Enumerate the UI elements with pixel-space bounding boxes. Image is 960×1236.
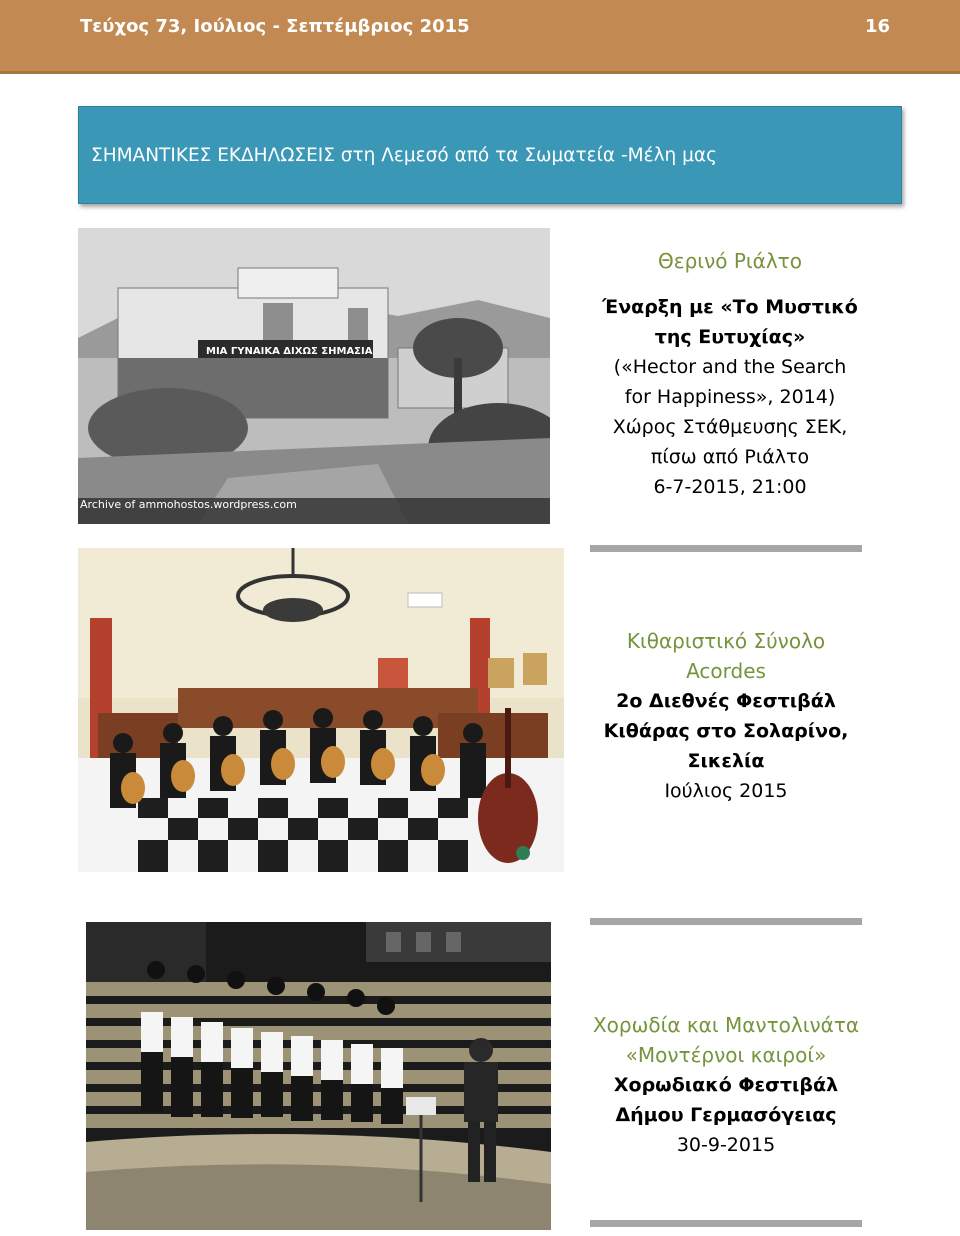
event-date: 6-7-2015, 21:00 [653, 476, 807, 498]
divider [590, 545, 862, 552]
event-heading: Κιθαριστικό Σύνολο [626, 629, 826, 653]
event-title-line: 2ο Διεθνές Φεστιβάλ [616, 690, 836, 712]
section-banner [78, 106, 902, 204]
event-detail-line: Χώρος Στάθμευσης ΣΕΚ, [612, 416, 848, 438]
event-rialto [590, 246, 870, 502]
event-choir [578, 1010, 874, 1160]
event-date: 30-9-2015 [676, 1134, 776, 1156]
divider [590, 918, 862, 925]
page-header [0, 0, 960, 74]
cinema-sign: ΜΙΑ ΓΥΝΑΙΚΑ ΔΙΧΩΣ ΣΗΜΑΣΙΑ [206, 346, 373, 357]
event-acordes [590, 626, 862, 806]
section-title: ΣΗΜΑΝΤΙΚΕΣ ΕΚΔΗΛΩΣΕΙΣ στη Λεμεσό από τα Σωματεία -Μέλη μας [91, 145, 717, 166]
choir-photo [86, 922, 551, 1230]
rialto-photo [78, 228, 550, 524]
event-title-line: Σικελία [687, 750, 765, 772]
event-detail-line: for Happiness», 2014) [624, 386, 836, 408]
event-detail-line: πίσω από Ριάλτο [650, 446, 810, 468]
event-heading: Θερινό Ριάλτο [658, 249, 802, 273]
event-heading: Acordes [686, 659, 766, 683]
photo-credit: Archive of ammohostos.wordpress.com [80, 498, 297, 511]
event-title-line: Έναρξη με «Το Μυστικό [602, 296, 858, 318]
event-heading: «Μοντέρνοι καιροί» [625, 1043, 827, 1067]
event-title-line: Χορωδιακό Φεστιβάλ [613, 1074, 839, 1096]
event-date: Ιούλιος 2015 [664, 780, 788, 802]
issue-title: Τεύχος 73, Ιούλιος - Σεπτέμβριος 2015 [80, 16, 470, 37]
event-title-line: Δήμου Γερμασόγειας [615, 1104, 837, 1126]
event-detail-line: («Hector and the Search [613, 356, 847, 378]
page-number: 16 [864, 16, 890, 37]
guitar-ensemble-photo [78, 548, 564, 872]
event-title-line: Κιθάρας στο Σολαρίνο, [603, 720, 849, 742]
event-heading: Χορωδία και Μαντολινάτα [592, 1013, 860, 1037]
event-title-line: της Ευτυχίας» [654, 326, 806, 348]
divider [590, 1220, 862, 1227]
